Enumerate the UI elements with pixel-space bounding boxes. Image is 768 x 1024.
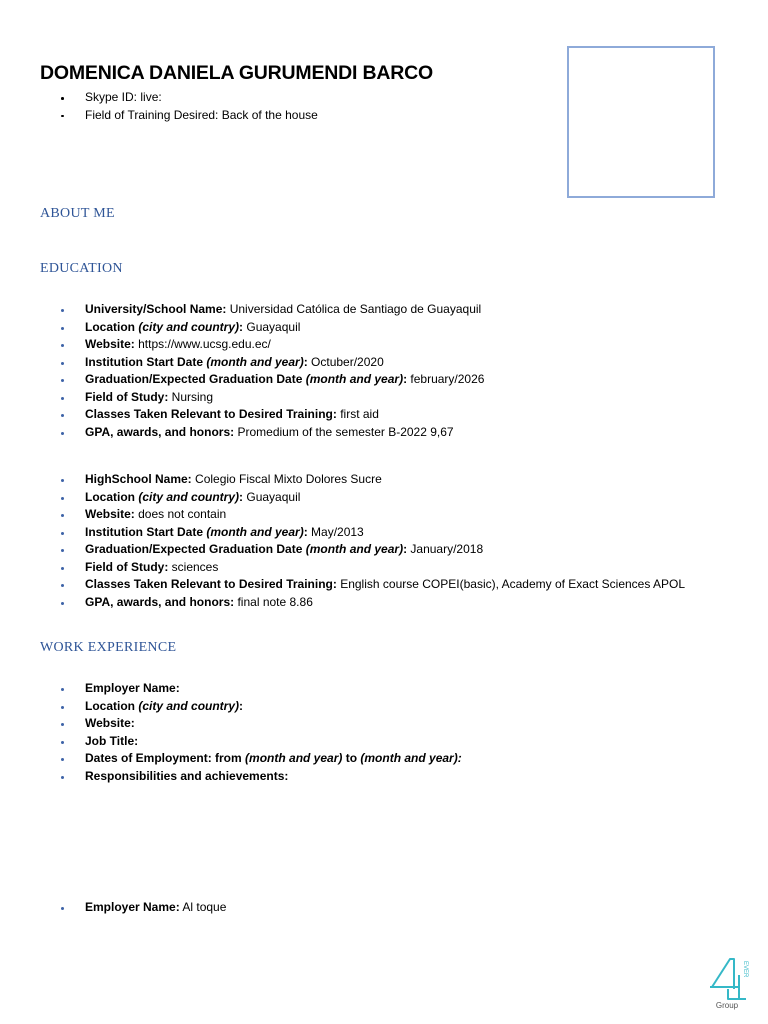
list-item: GPA, awards, and honors: Promedium of the semester B-2022 9,67 bbox=[60, 424, 484, 442]
list-item: Graduation/Expected Graduation Date (month and year): february/2026 bbox=[60, 371, 484, 389]
list-item: Field of Study: sciences bbox=[60, 559, 685, 577]
list-item: Institution Start Date (month and year): Octuber/2020 bbox=[60, 354, 484, 372]
section-heading-about: ABOUT ME bbox=[40, 206, 115, 221]
list-item: GPA, awards, and honors: final note 8.86 bbox=[60, 594, 685, 612]
highschool-details-list bbox=[60, 471, 685, 611]
list-item: Field of Study: Nursing bbox=[60, 389, 484, 407]
company-logo bbox=[706, 955, 750, 1011]
list-item: Location (city and country): Guayaquil bbox=[60, 319, 484, 337]
list-item: Employer Name: Al toque bbox=[60, 899, 226, 917]
training-value: Back of the house bbox=[218, 107, 318, 122]
list-item: Website: bbox=[60, 715, 462, 733]
list-item: Employer Name: bbox=[60, 680, 462, 698]
list-item: Dates of Employment: from (month and year) to (month and year): bbox=[60, 750, 462, 768]
work-experience-list-second bbox=[60, 899, 226, 917]
skype-label: Skype ID: bbox=[85, 90, 138, 104]
skype-value: live: bbox=[137, 90, 162, 104]
list-item: Location (city and country): bbox=[60, 698, 462, 716]
contact-details-list bbox=[60, 89, 318, 124]
list-item: HighSchool Name: Colegio Fiscal Mixto Dolores Sucre bbox=[60, 471, 685, 489]
logo-caption: Group bbox=[715, 1001, 739, 1010]
list-item bbox=[60, 107, 318, 125]
list-item: Website: does not contain bbox=[60, 506, 685, 524]
list-item: Website: https://www.ucsg.edu.ec/ bbox=[60, 336, 484, 354]
section-heading-education: EDUCATION bbox=[40, 261, 123, 276]
work-experience-list bbox=[60, 680, 462, 785]
photo-placeholder bbox=[567, 46, 715, 198]
list-item: University/School Name: Universidad Católica de Santiago de Guayaquil bbox=[60, 301, 484, 319]
section-heading-work: WORK EXPERIENCE bbox=[40, 640, 177, 655]
list-item: Graduation/Expected Graduation Date (month and year): January/2018 bbox=[60, 541, 685, 559]
list-item: Location (city and country): Guayaquil bbox=[60, 489, 685, 507]
list-item: Classes Taken Relevant to Desired Training: first aid bbox=[60, 406, 484, 424]
logo-mark-icon bbox=[710, 959, 746, 999]
list-item: Institution Start Date (month and year): May/2013 bbox=[60, 524, 685, 542]
logo-text: EVER bbox=[742, 961, 748, 978]
university-details-list bbox=[60, 301, 484, 441]
candidate-name: DOMENICA DANIELA GURUMENDI BARCO bbox=[40, 62, 433, 84]
list-item: Classes Taken Relevant to Desired Training: English course COPEI(basic), Academy of Exact Sciences APOL bbox=[60, 576, 685, 594]
list-item bbox=[60, 89, 318, 107]
training-label: Field of Training Desired: bbox=[85, 107, 219, 122]
list-item: Job Title: bbox=[60, 733, 462, 751]
list-item: Responsibilities and achievements: bbox=[60, 768, 462, 786]
